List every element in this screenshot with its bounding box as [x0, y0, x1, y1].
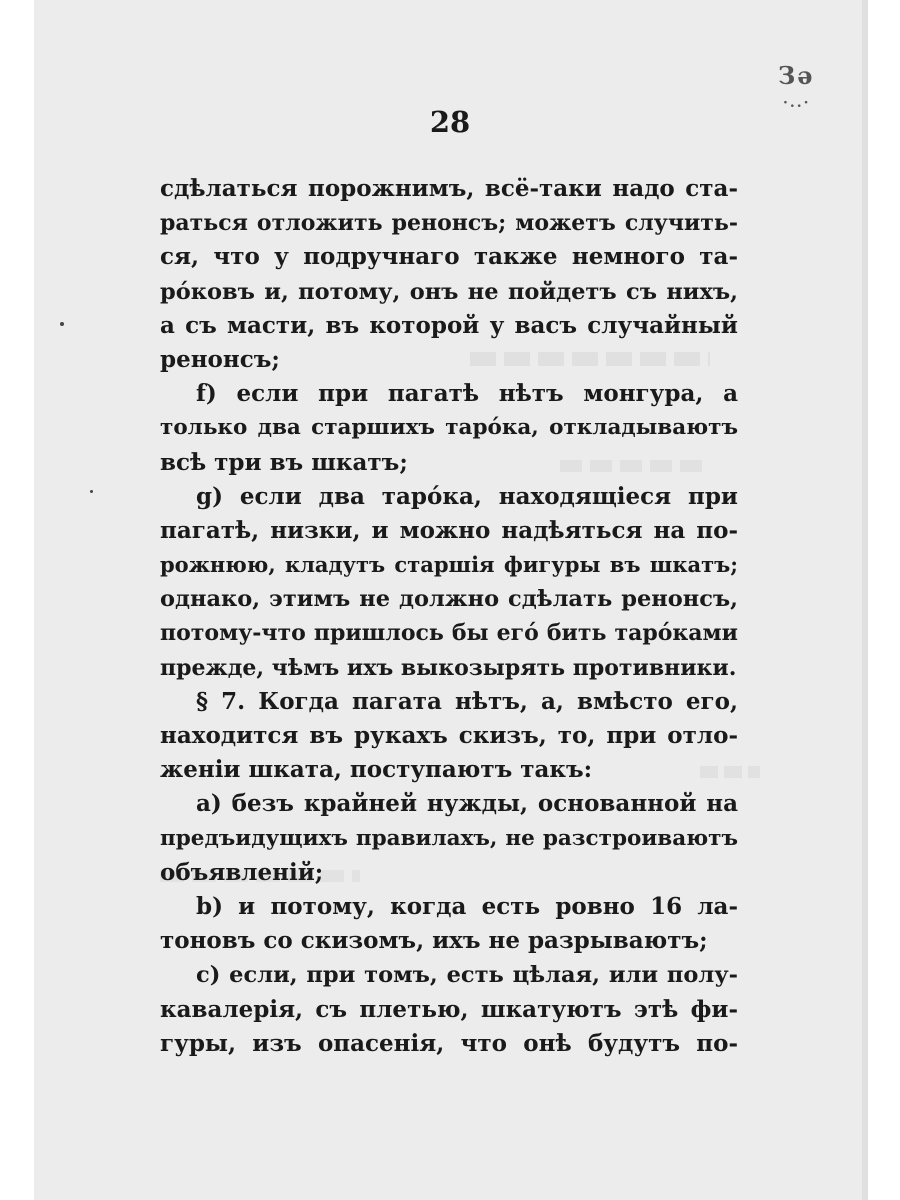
- corner-mark: Зә: [778, 61, 815, 90]
- text-line: раться отложить ренонсъ; можетъ случить-: [160, 210, 738, 237]
- text-line: объявленій;: [160, 858, 324, 886]
- body-text: [160, 172, 738, 1061]
- text-line: с) если, при томъ, есть цѣлая, или полу-: [196, 962, 738, 989]
- text-line: потому-что пришлось бы его́ бить таро́ками: [160, 620, 738, 647]
- page-number: 28: [429, 105, 471, 139]
- text-line: b) и потому, когда есть ровно 16 ла-: [196, 892, 738, 920]
- text-line: f) если при пагатѣ нѣтъ монгура, а: [196, 380, 738, 408]
- text-line: только два старшихъ таро́ка, откладываютъ: [160, 415, 738, 441]
- text-line: ро́ковъ и, потому, онъ не пойдетъ съ нихъ,: [160, 278, 738, 305]
- text-line: § 7. Когда пагата нѣтъ, а, вмѣсто его,: [196, 687, 738, 715]
- text-line: всѣ три въ шкатъ;: [160, 448, 408, 476]
- paper-edge: [862, 0, 868, 1200]
- text-line: кавалерія, съ плетью, шкатуютъ этѣ фи-: [160, 995, 738, 1023]
- text-line: гуры, изъ опасенія, что онѣ будутъ по-: [160, 1029, 738, 1057]
- text-line: а съ масти, въ которой у васъ случайный: [160, 311, 738, 339]
- text-line: пагатѣ, низки, и можно надѣяться на по-: [160, 516, 738, 544]
- text-line: прежде, чѣмъ ихъ выкозырять противники.: [160, 654, 737, 681]
- scan-speck: [90, 490, 93, 493]
- text-line: тоновъ со скизомъ, ихъ не разрываютъ;: [160, 927, 708, 955]
- text-line: ся, что у подручнаго также немного та-: [160, 243, 738, 271]
- text-line: сдѣлаться порожнимъ, всё-таки надо ста-: [160, 175, 738, 202]
- text-line: а) безъ крайней нужды, основанной на: [196, 790, 738, 818]
- text-line: однако, этимъ не должно сдѣлать ренонсъ,: [160, 586, 738, 613]
- text-line: g) если два таро́ка, находящіеся при: [196, 482, 738, 510]
- scan-speck: [60, 322, 64, 326]
- text-line: находится въ рукахъ скизъ, то, при отло-: [160, 722, 738, 749]
- corner-dots: ·..·: [783, 95, 811, 111]
- text-line: рожнюю, кладутъ старшія фигуры въ шкатъ;: [160, 552, 738, 578]
- text-line: предъидущихъ правилахъ, не разстроиваютъ: [160, 825, 738, 851]
- text-line: женіи шката, поступаютъ такъ:: [160, 756, 593, 784]
- text-line: ренонсъ;: [160, 345, 280, 373]
